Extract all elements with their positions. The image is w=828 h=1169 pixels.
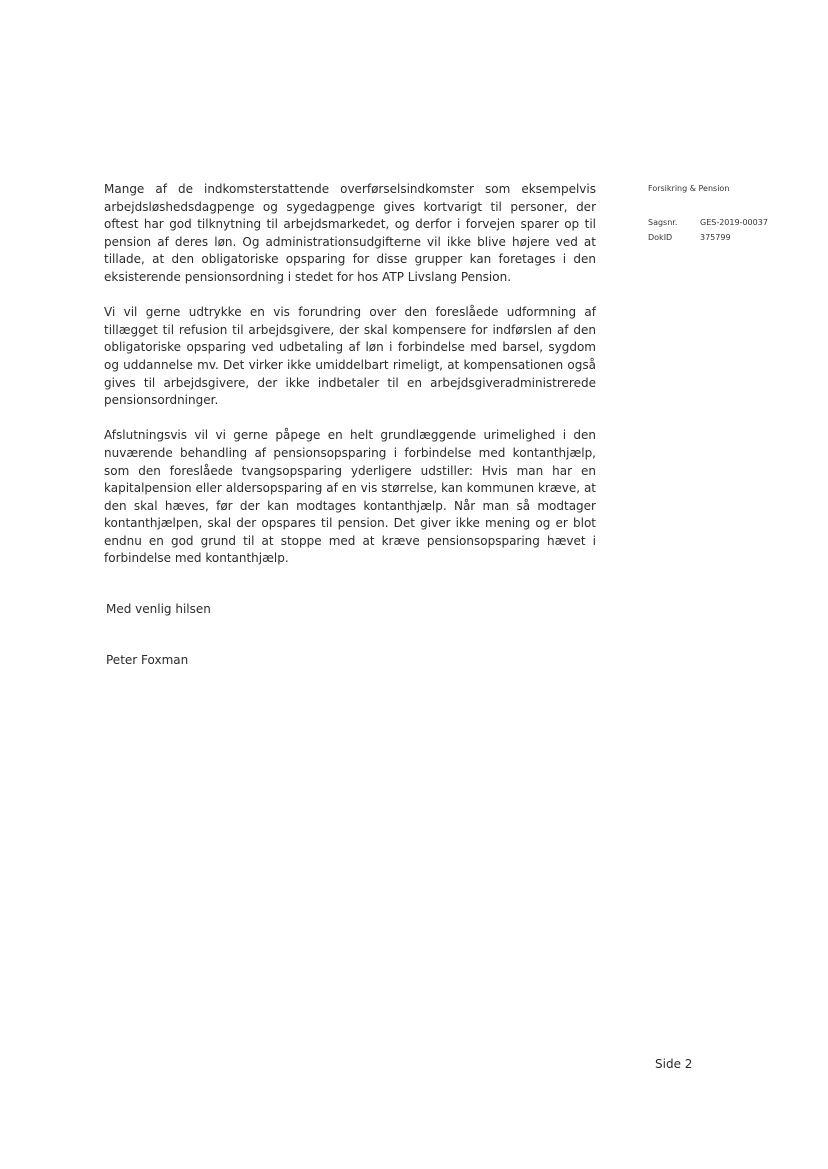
reference-block xyxy=(648,215,768,245)
letter-body xyxy=(104,181,596,586)
page-number: Side 2 xyxy=(655,1057,693,1071)
case-number-value: GES-2019-00037 xyxy=(700,218,768,227)
paragraph-1: Mange af de indkomsterstattende overførselsindkomster som eksempelvis arbejdsløshedsdagpenge og sygedagpenge gives kortvarigt til personer, der oftest har god tilknytning til arbejdsmarkedet, og derfor i forvejen sparer op til pension af deres løn. Og administrationsudgifterne vil ikke blive højere ved at tillade, at den obligatoriske opsparing for disse grupper kan foretages i den eksisterende pensionsordning i stedet for hos ATP Livslang Pension. xyxy=(104,182,596,284)
case-number-row xyxy=(648,215,768,230)
closing-greeting: Med venlig hilsen xyxy=(106,602,211,616)
document-id-value: 375799 xyxy=(700,233,731,242)
paragraph-2: Vi vil gerne udtrykke en vis forundring over den foreslåede udformning af tillægget til refusion til arbejdsgivere, der skal kompensere for indførslen af den obligatoriske opsparing ved udbetaling af løn i forbindelse med barsel, sygdom og uddannelse mv. Det virker ikke umiddelbart rimeligt, at kompensationen også gives til arbejdsgivere, der ikke indbetaler til en arbejdsgiveradministrerede pensionsordninger. xyxy=(104,305,596,408)
case-number-label: Sagsnr. xyxy=(648,218,678,227)
signer-name: Peter Foxman xyxy=(106,653,189,667)
document-id-row xyxy=(648,230,768,245)
paragraph-3: Afslutningsvis vil vi gerne påpege en helt grundlæggende urimelighed i den nuværende behandling af pensionsopsparing i forbindelse med kontanthjælp, som den foreslåede tvangsopsparing yderligere udstiller: Hvis man har en kapitalpension eller aldersopsparing af en vis størrelse, kan kommunen kræve, at den skal hæves, før der kan modtages kontanthjælp. Når man så modtager kontanthjælpen, skal der opspares til pension. Det giver ikke mening og er blot endnu en god grund til at stoppe med at kræve pensionsopsparing hævet i forbindelse med kontanthjælp. xyxy=(104,428,596,566)
document-id-label: DokID xyxy=(648,233,673,242)
sender-organization: Forsikring & Pension xyxy=(648,184,730,193)
